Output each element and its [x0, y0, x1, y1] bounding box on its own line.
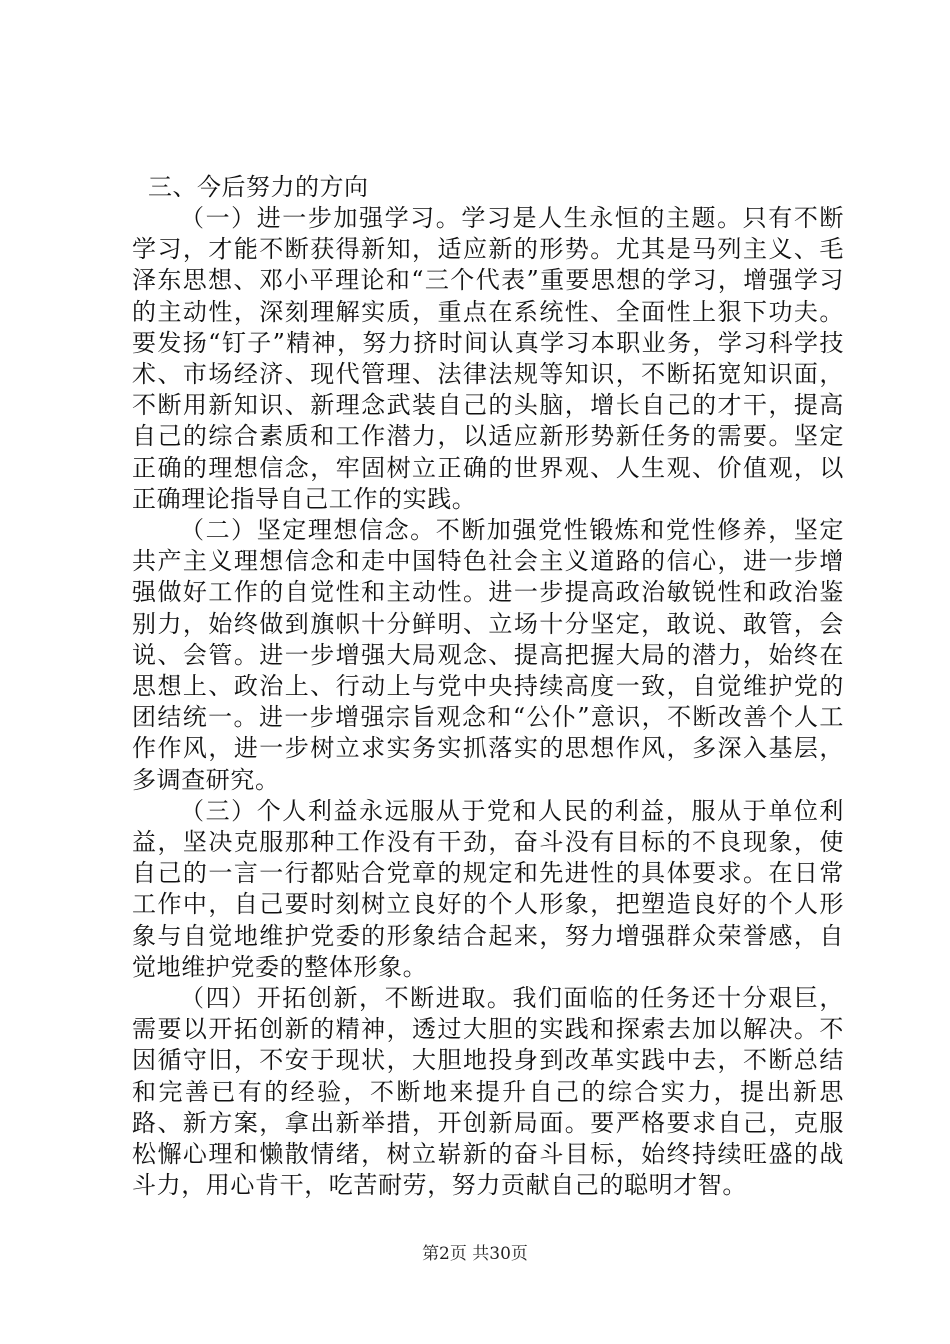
- section-heading: 三、今后努力的方向: [148, 173, 369, 201]
- page-number-footer: 第2页 共30页: [422, 1244, 528, 1264]
- paragraph-2: （二）坚定理想信念。不断加强党性锻炼和党性修养，坚定共产主义理想信念和走中国特色社会主义道路的信心，进一步增强做好工作的自觉性和主动性。进一步提高政治敏锐性和政治鉴别力，始终做到旗帜十分鲜明、立场十分坚定，敢说、敢管，会说、会管。进一步增强大局观念、提高把握大局的潜力，始终在思想上、政治上、行动上与党中央持续高度一致，自觉维护党的团结统一。进一步增强宗旨观念和“公仆”意识，不断改善个人工作作风，进一步树立求实务实抓落实的思想作风，多深入基层，多调查研究。: [132, 516, 844, 794]
- paragraph-3: （三）个人利益永远服从于党和人民的利益，服从于单位利益，坚决克服那种工作没有干劲，奋斗没有目标的不良现象，使自己的一言一行都贴合党章的规定和先进性的具体要求。在日常工作中，自己要时刻树立良好的个人形象，把塑造良好的个人形象与自觉地维护党委的形象结合起来，努力增强群众荣誉感，自觉地维护党委的整体形象。: [132, 796, 844, 981]
- paragraph-1: （一）进一步加强学习。学习是人生永恒的主题。只有不断学习，才能不断获得新知，适应新的形势。尤其是马列主义、毛泽东思想、邓小平理论和“三个代表”重要思想的学习，增强学习的主动性，深刻理解实质，重点在系统性、全面性上狠下功夫。要发扬“钉子”精神，努力挤时间认真学习本职业务，学习科学技术、市场经济、现代管理、法律法规等知识，不断拓宽知识面，不断用新知识、新理念武装自己的头脑，增长自己的才干，提高自己的综合素质和工作潜力，以适应新形势新任务的需要。坚定正确的理想信念，牢固树立正确的世界观、人生观、价值观，以正确理论指导自己工作的实践。: [132, 204, 844, 513]
- document-body: [132, 172, 844, 1202]
- paragraph-4: （四）开拓创新，不断进取。我们面临的任务还十分艰巨，需要以开拓创新的精神，透过大胆的实践和探索去加以解决。不因循守旧，不安于现状，大胆地投身到改革实践中去，不断总结和完善已有的经验，不断地来提升自己的综合实力，提出新思路、新方案，拿出新举措，开创新局面。要严格要求自己，克服松懈心理和懒散情绪，树立崭新的奋斗目标，始终持续旺盛的战斗力，用心肯干，吃苦耐劳，努力贡献自己的聪明才智。: [132, 984, 844, 1200]
